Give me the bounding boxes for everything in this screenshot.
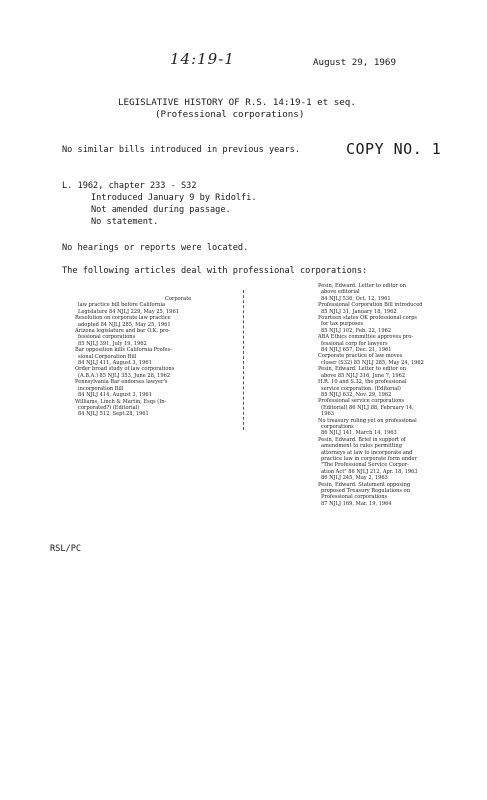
document-title: LEGISLATIVE HISTORY OF R.S. 14:19-1 et seq. (118, 97, 356, 108)
copy-stamp: COPY NO. 1 (346, 140, 442, 158)
citation-line: 1963 (321, 411, 334, 418)
articles-intro: The following articles deal with professional corporations: (62, 266, 368, 276)
citation-line: 85 NJLJ 102, Feb. 22, 1962 (321, 327, 392, 334)
citation-line: Pesin, Edward. Statement opposing (318, 481, 411, 488)
handwritten-statute-number: 14:19-1 (170, 50, 235, 68)
citation-line: practice law in corporate form under (321, 455, 417, 462)
citation-line: Professional service corporations (318, 398, 405, 405)
citation-line: for tax purposes (321, 321, 364, 328)
law-amendment-note: Not amended during passage. (91, 205, 231, 215)
citation-line: corporated?) (Editorial) (78, 404, 140, 411)
citation-line: above 85 NJLJ 316, June 7, 1962 (321, 372, 406, 379)
left-citation-column (75, 296, 235, 418)
citation-line: 85 NJLJ 31, January 18, 1962 (321, 308, 397, 315)
citation-line: 86 NJLJ 245, May 2, 1963 (321, 475, 388, 482)
citation-line: (A.B.A.) 85 NJLJ 353, June 28, 1962 (78, 372, 171, 379)
citation-line: incorporation Bill (78, 385, 124, 392)
citation-line: 84 NJLJ 657, Dec. 21, 1961 (321, 347, 392, 354)
law-introduced: Introduced January 9 by Ridolfi. (91, 193, 257, 203)
law-citation: L. 1962, chapter 233 - S32 (62, 181, 197, 191)
citation-line: Pennsylvania Bar endorses lawyer's (75, 379, 168, 386)
right-citation-column (318, 283, 478, 507)
citation-line: Resolution on corporate law practice (75, 315, 171, 322)
citation-line: (Editorial) 86 NJLJ 88, February 14, (321, 404, 414, 411)
citation-line: Arizona legislature and bar O.K. pro- (75, 328, 171, 335)
column-divider (243, 290, 244, 430)
citation-line: attorneys at law to incorporate and (321, 449, 413, 456)
citation-line: 85 NJLJ 632, Nov. 29, 1962 (321, 391, 392, 398)
citation-line: Legislature 84 NJLJ 229, May 25, 1961 (78, 308, 179, 315)
citation-line: 84 NJLJ 536, Oct. 12, 1961 (321, 295, 391, 302)
previous-years-note: No similar bills introduced in previous years. (62, 145, 300, 155)
document-date: August 29, 1969 (313, 57, 396, 68)
citation-line: proposed Treasury Regulations on (321, 488, 410, 494)
citation-line: ation Act" 86 NJLJ 212, Apr. 18, 1963 (321, 468, 418, 475)
citation-line: Pesin, Edward. Brief in support of (318, 436, 406, 443)
footer-initials: RSL/PC (50, 544, 82, 554)
citation-line: Professional corporations (321, 494, 388, 501)
citation-line: Pesin, Edward. Letter to editor on (318, 283, 406, 289)
citation-line: 86 NJLJ 141, March 14, 1963 (321, 430, 397, 437)
citation-line: corporations (321, 423, 354, 430)
citation-line: No treasury ruling yet on professional (318, 417, 417, 424)
citation-line: "The Professional Service Corpor- (321, 462, 409, 469)
document-subtitle: (Professional corporations) (155, 109, 305, 120)
citation-line: Williams, Linch & Martin, Esqs (In- (75, 398, 167, 405)
citation-line: 84 NJLJ 512, Sept.28, 1961 (78, 411, 149, 418)
citation-line: 87 NJLJ 169, Mar. 19, 1964 (321, 500, 392, 507)
citation-line: fessional corp for lawyers (321, 340, 388, 347)
citation-line: sional Corporation Bill (78, 353, 137, 360)
citation-line: adopted 84 NJLJ 285, May 25, 1961 (78, 321, 171, 328)
citation-line: service corporation. (Editorial) (321, 385, 401, 392)
citation-line: amendment to rules permitting (321, 443, 402, 450)
citation-line: law practice bill before California (78, 302, 165, 309)
hearings-note: No hearings or reports were located. (62, 243, 249, 253)
citation-line: Professional Corporation Bill introduced (318, 302, 423, 309)
citation-line: 84 NJLJ 411, August 3, 1961 (78, 360, 152, 367)
citation-line: above editorial (321, 289, 360, 296)
citation-line: ABA Ethics committee approves pro- (318, 334, 414, 341)
citation-line: Fourteen states OK professional corps (318, 315, 417, 322)
citation-line: Order broad study of law corporations (75, 366, 175, 373)
citation-line: Corporate practice of law moves (318, 353, 403, 360)
citation-line: H.R. 10 and S.32, the professional (318, 379, 407, 386)
citation-line: closer (S32) 85 NJLJ 285, May 24, 1962 (321, 359, 424, 366)
citation-line: 84 NJLJ 414, August 3, 1961 (78, 392, 152, 399)
citation-line: 85 NJLJ 391, July 19, 1962 (78, 340, 147, 347)
law-statement-note: No statement. (91, 217, 159, 227)
citation-line: Bar opposition kills California Profes- (75, 347, 172, 354)
citation-line: Pesin, Edward. Letter to editor on (318, 366, 406, 373)
citation-line: fessional corporations (78, 334, 136, 341)
citation-line: Corporate (165, 296, 192, 302)
